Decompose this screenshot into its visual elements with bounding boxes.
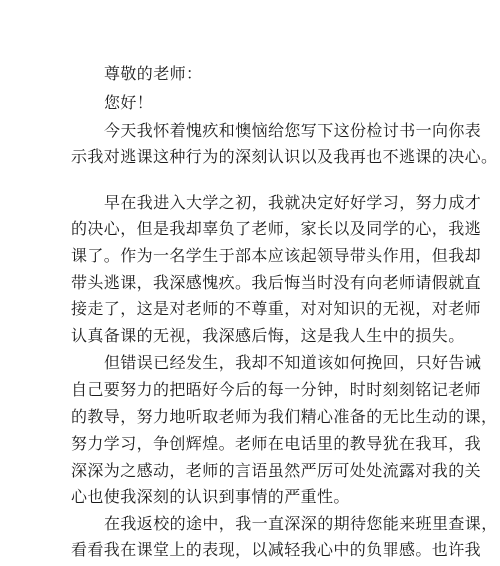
- paragraph-line: 努力学习，争创辉煌。老师在电话里的教导犹在我耳，我: [71, 434, 482, 453]
- paragraph-line: 深深为之感动，老师的言语虽然严厉可处处流露对我的关: [71, 461, 482, 480]
- paragraph-line: 自己要努力的把晤好今后的每一分钟，时时刻刻铭记老师: [71, 380, 482, 399]
- salutation: 尊敬的老师：: [104, 64, 203, 83]
- paragraph-line: 今天我怀着愧疚和懊恼给您写下这份检讨书一向你表: [104, 121, 482, 140]
- paragraph-line: 早在我进入大学之初，我就决定好好学习，努力成才: [104, 193, 482, 212]
- paragraph-line: 带头逃课，我深感愧疚。我后悔当时没有向老师请假就直: [71, 273, 482, 292]
- paragraph-line: 心也使我深刻的认识到事情的严重性。: [71, 487, 350, 506]
- paragraph-line: 接走了，这是对老师的不尊重，对对知识的无视，对老师: [71, 299, 482, 318]
- paragraph-line: 示我对逃课这种行为的深刻认识以及我再也不逃课的决心。: [71, 147, 498, 166]
- greeting: 您好！: [104, 93, 154, 112]
- paragraph-line: 的教导，努力地听取老师为我们精心准备的无比生动的课，: [71, 407, 498, 426]
- paragraph-line: 但错误已经发生，我却不知道该如何挽回，只好告诫: [104, 353, 482, 372]
- paragraph-line: 认真备课的无视，我深感后悔，这是我人生中的损失。: [71, 326, 465, 345]
- paragraph-line: 看看我在课堂上的表现，以减轻我心中的负罪感。也许我: [71, 540, 482, 559]
- paragraph-line: 在我返校的途中，我一直深深的期待您能来班里查课，: [104, 514, 498, 533]
- paragraph-line: 课了。作为一名学生于部本应该起领导带头作用，但我却: [71, 246, 482, 265]
- paragraph-line: 的决心，但是我却辜负了老师，家长以及同学的心，我逃: [71, 219, 482, 238]
